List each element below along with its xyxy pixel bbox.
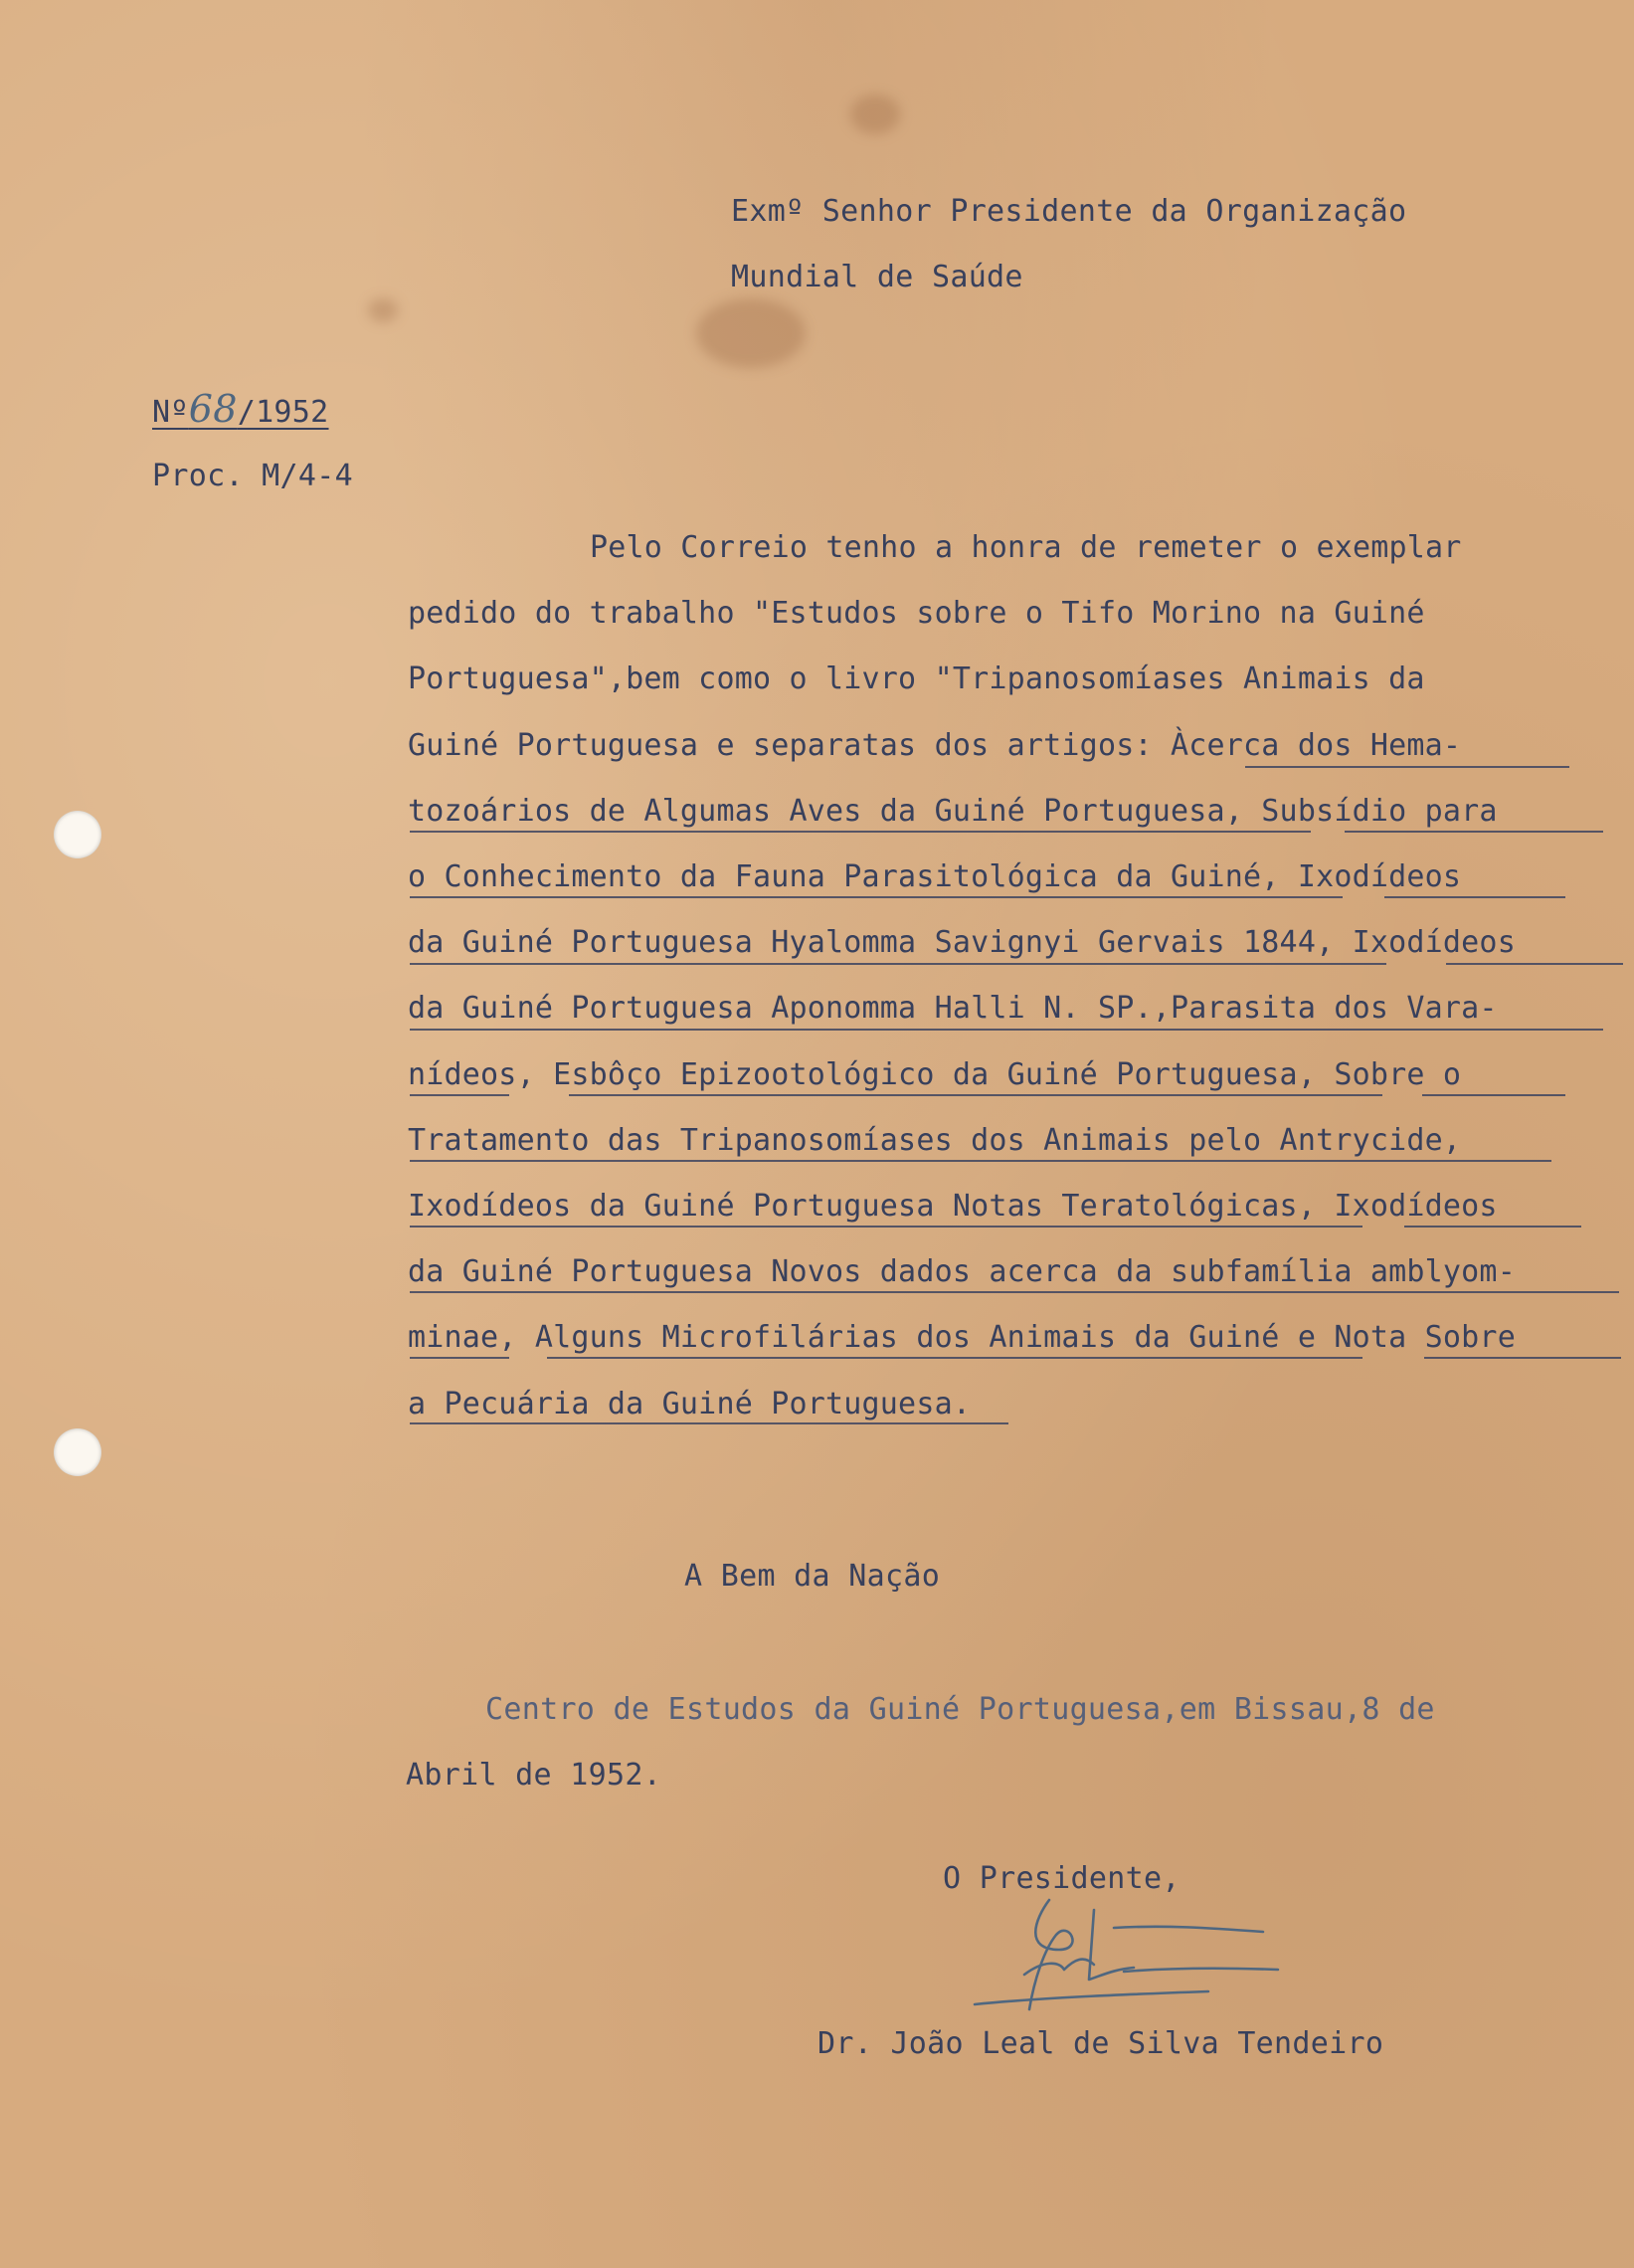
body-line: Portuguesa",bem como o livro "Tripanosomíases Animais da [408, 662, 1425, 697]
signatory-title: O Presidente, [943, 1861, 1180, 1896]
process-reference: Proc. M/4-4 [152, 459, 353, 493]
place-date-line-1: Centro de Estudos da Guiné Portuguesa,em Bissau,8 de [485, 1692, 1435, 1727]
punch-hole [54, 811, 101, 858]
body-line: pedido do trabalho "Estudos sobre o Tifo Morino na Guiné [408, 596, 1425, 632]
body-line: nídeos, Esbôço Epizootológico da Guiné Portuguesa, Sobre o [408, 1056, 1462, 1092]
body-line: da Guiné Portuguesa Hyalomma Savignyi Gervais 1844, Ixodídeos [408, 925, 1516, 961]
reference-number-handwritten: 68 [188, 387, 238, 431]
body-line: Pelo Correio tenho a honra de remeter o exemplar [590, 530, 1462, 565]
place-date-line-2: Abril de 1952. [406, 1758, 662, 1793]
body-line: o Conhecimento da Fauna Parasitológica da Guiné, Ixodídeos [408, 859, 1462, 895]
salutation: A Bem da Nação [684, 1559, 941, 1594]
signatory-name: Dr. João Leal de Silva Tendeiro [817, 2026, 1384, 2061]
body-line: da Guiné Portuguesa Novos dados acerca da subfamília amblyom- [408, 1254, 1516, 1290]
addressee-line-2: Mundial de Saúde [731, 260, 1023, 294]
letter-body [408, 515, 1631, 1437]
body-line: Tratamento das Tripanosomíases dos Animais pelo Antrycide, [408, 1122, 1462, 1158]
body-line: a Pecuária da Guiné Portuguesa. [408, 1386, 972, 1421]
addressee-line-1: Exmº Senhor Presidente da Organização [731, 194, 1407, 229]
reference-number-prefix: Nº [152, 395, 189, 430]
body-line: da Guiné Portuguesa Aponomma Halli N. SP.,Parasita dos Vara- [408, 991, 1498, 1027]
reference-number [152, 376, 329, 446]
punch-hole [54, 1428, 101, 1476]
paper-stain [368, 298, 398, 322]
body-line: minae, Alguns Microfilárias dos Animais da Guiné e Nota Sobre [408, 1320, 1516, 1356]
paper-stain [850, 94, 900, 134]
body-line: Guiné Portuguesa e separatas dos artigos: Àcerca dos Hema- [408, 727, 1462, 763]
body-line: Ixodídeos da Guiné Portuguesa Notas Teratológicas, Ixodídeos [408, 1189, 1498, 1225]
reference-number-suffix: /1952 [237, 395, 329, 430]
body-line: tozoários de Algumas Aves da Guiné Portuguesa, Subsídio para [408, 793, 1498, 829]
